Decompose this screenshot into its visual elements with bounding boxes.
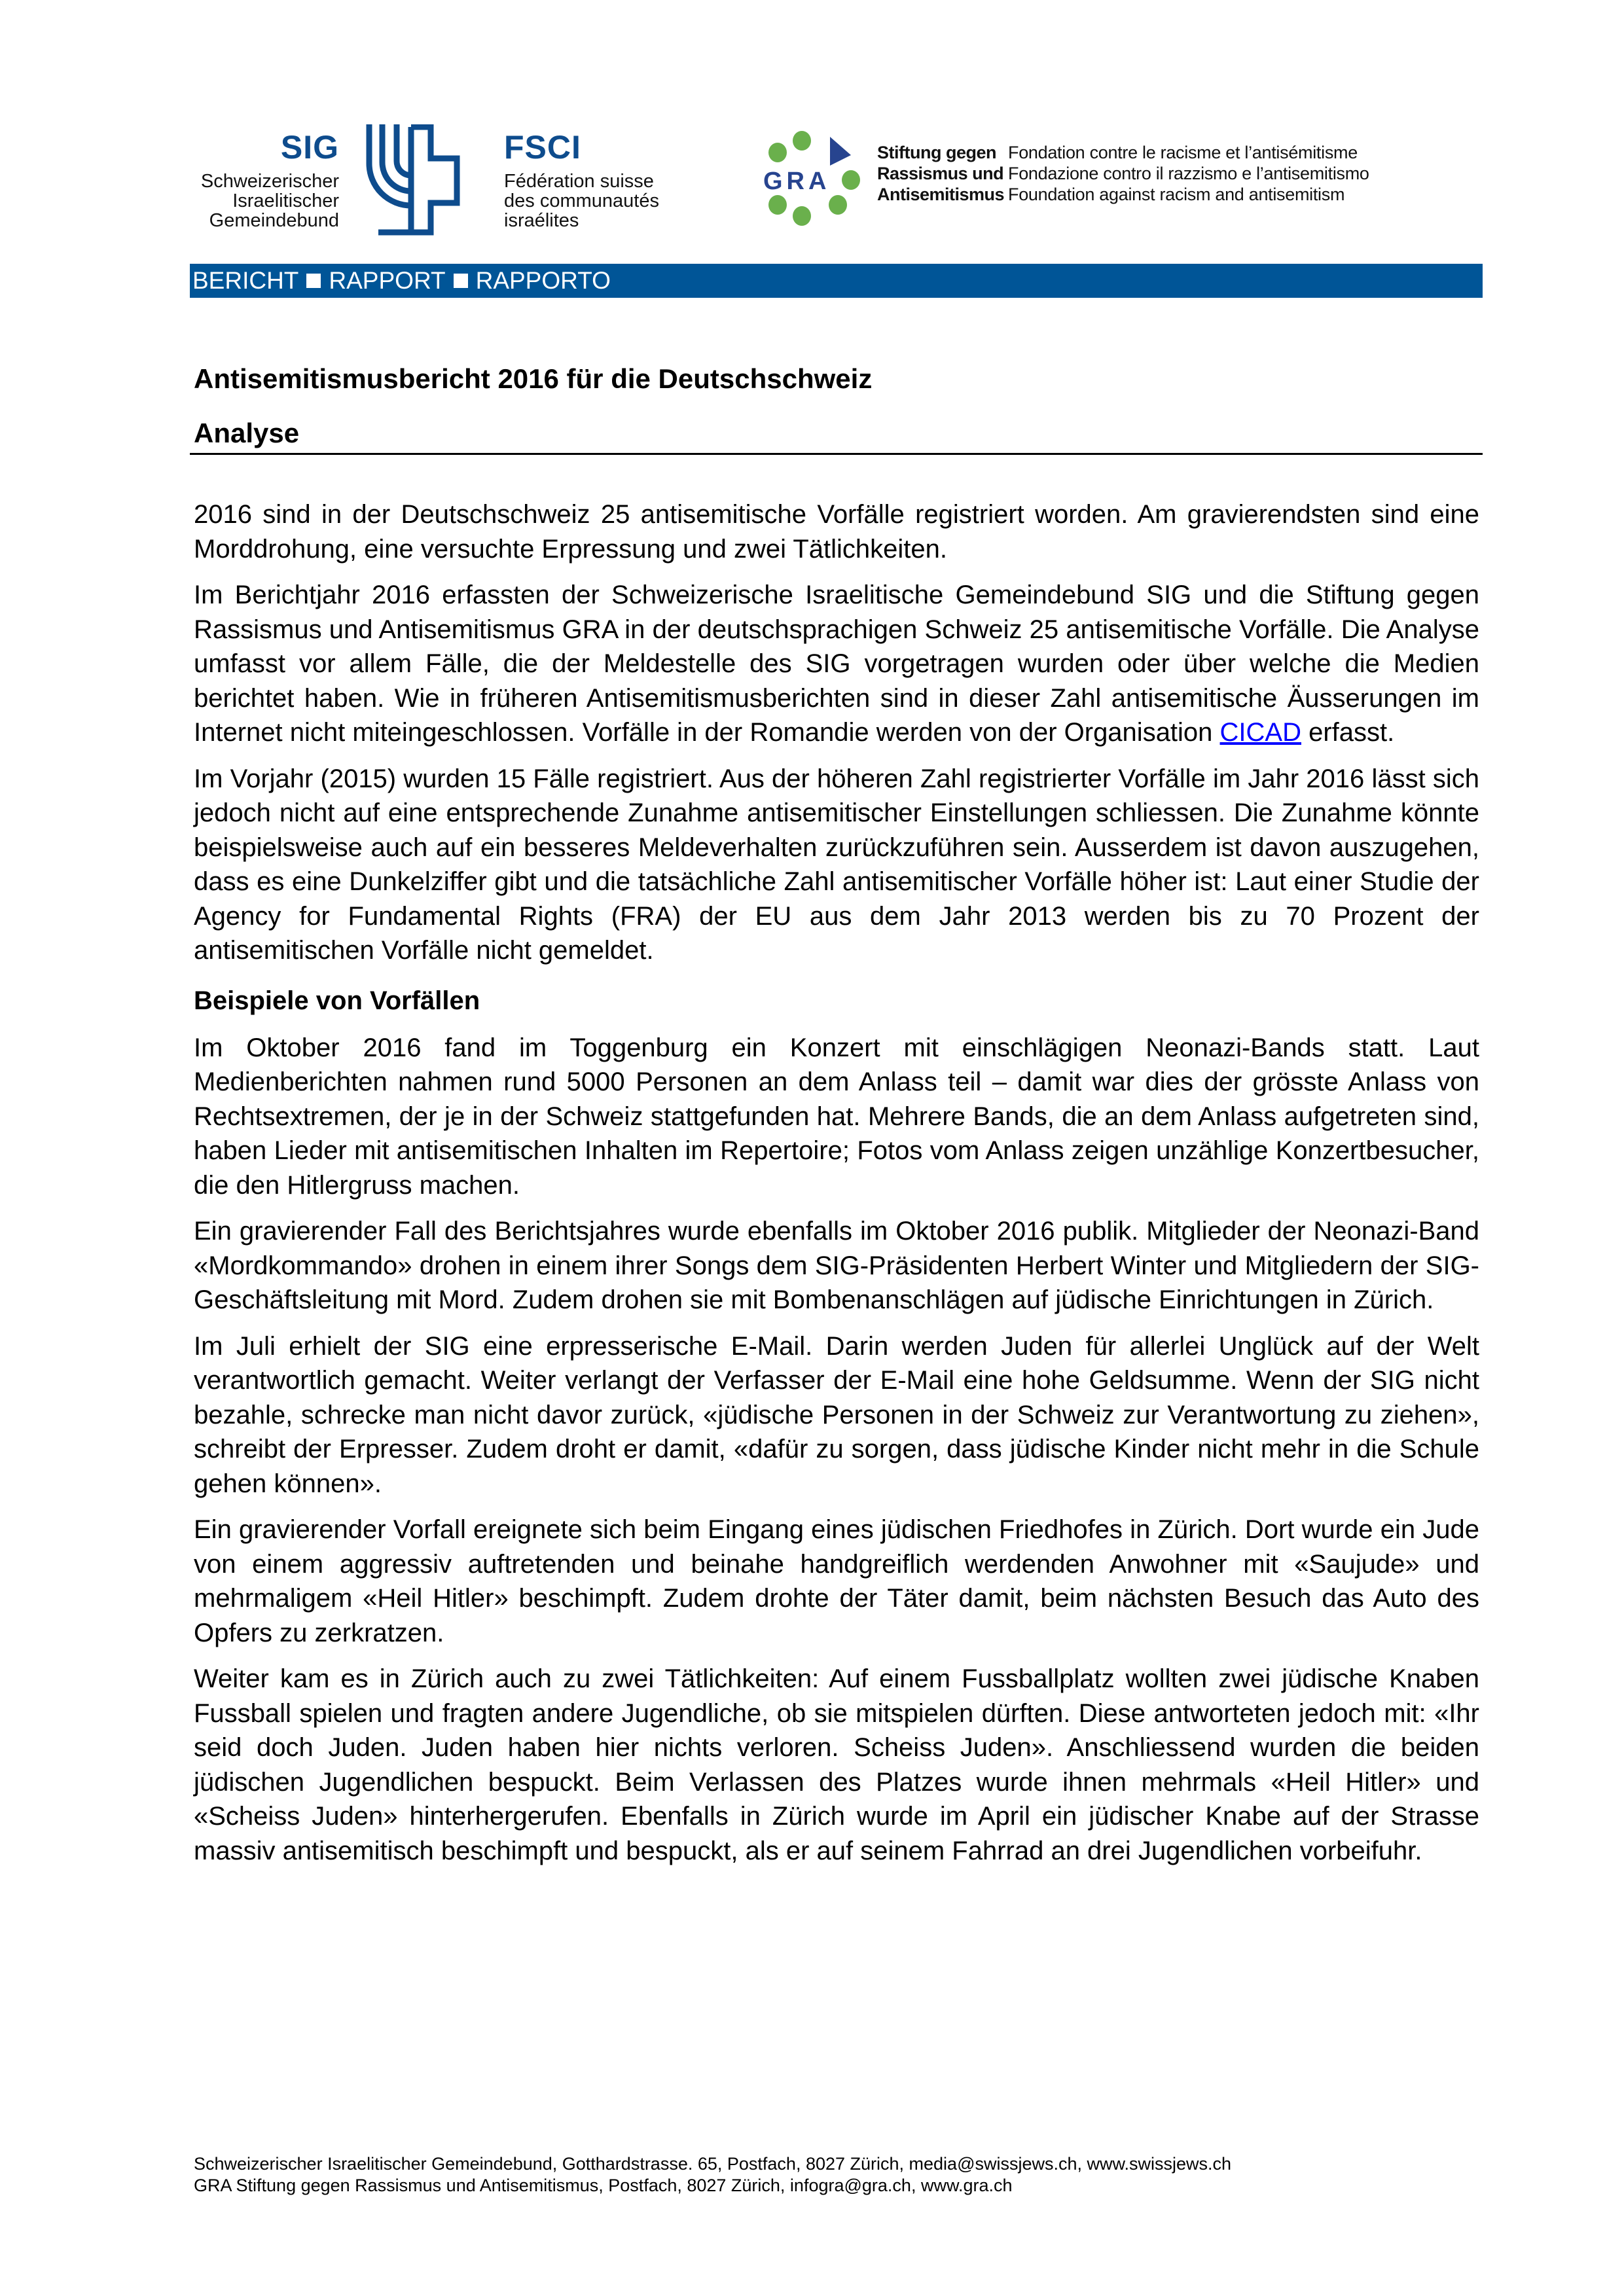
- fsci-full-name: [504, 171, 659, 230]
- sig-name-line: Israelitischer: [232, 190, 339, 211]
- sig-wordmark: [190, 124, 339, 242]
- comparison-paragraph: Im Vorjahr (2015) wurden 15 Fälle registriert. Aus der höheren Zahl registrierter Vorfälle im Jahr 2016 lässt sich jedoch nicht auf eine entsprechende Zunahme antisemitischer Einstellungen schliessen. Die Zunahme könnte beispielsweise auch auf ein besseres Meldeverhalten zurückzuführen sein. Ausserdem ist davon auszugehen, dass es eine Dunkelziffer gibt und die tatsächliche Zahl antisemitischer Vorfälle höher ist: Laut einer Studie der Agency for Fundamental Rights (FRA) der EU aus dem Jahr 2013 werden bis zu 70 Prozent der antisemitischen Vorfälle nicht gemeldet.: [194, 764, 1479, 965]
- example-paragraph: Im Juli erhielt der SIG eine erpresserische E-Mail. Darin werden Juden für allerlei Unglück auf der Welt verantwortlich gemacht. Weiter verlangt der Verfasser der E-Mail eine hohe Geldsumme. Wenn der SIG nicht bezahle, schrecke man nicht davor zurück, «jüdische Personen in der Schweiz zur Verantwortung zu ziehen», schreibt der Erpresser. Zudem droht er damit, «dafür zu sorgen, dass jüdische Kinder nicht mehr in die Schule gehen können».: [194, 1331, 1479, 1498]
- document-title: Antisemitismusbericht 2016 für die Deutschschweiz: [194, 363, 873, 394]
- gra-translations: [1008, 142, 1369, 205]
- sig-name-line: Gemeindebund: [209, 210, 339, 231]
- sig-fsci-logo: [190, 124, 687, 242]
- example-paragraph: Weiter kam es in Zürich auch zu zwei Tätlichkeiten: Auf einem Fussballplatz wollten zwei jüdische Knaben Fussball spielen und fragten andere Jugendliche, ob sie mitspielen dürften. Diese antworteten jedoch mit: «Ihr seid doch Juden. Juden haben hier nichts verloren. Scheiss Juden». Anschliessend wurden die beiden jüdischen Jugendlichen bespuckt. Beim Verlassen des Platzes wurde ihnen mehrmals «Heil Hitler» und «Scheiss Juden» hinterhergerufen. Ebenfalls in Zürich wurde im April ein jüdischer Knabe auf der Strasse massiv antisemitisch beschimpft und bespuckt, als er auf seinem Fahrrad an drei Jugendlichen vorbeifuhr.: [194, 1664, 1479, 1865]
- sig-abbr: SIG: [280, 129, 339, 166]
- document-body: [194, 497, 1479, 1880]
- scope-text-end: erfasst.: [1301, 718, 1395, 747]
- section-heading-examples: Beispiele von Vorfällen: [194, 986, 480, 1015]
- gra-fr-line: Fondation contre le racisme et l’antisémitisme: [1008, 143, 1358, 162]
- footer-sig-address: Schweizerischer Israelitischer Gemeindebund, Gotthardstrasse. 65, Postfach, 8027 Zürich, media@swissjews.ch, www.swissjews.ch: [194, 2154, 1232, 2174]
- menorah-cross-icon: [359, 124, 490, 239]
- gra-german-name: [877, 142, 1004, 205]
- fsci-name-line: israélites: [504, 210, 579, 231]
- fsci-abbr: FSCI: [504, 129, 581, 166]
- square-bullet-icon: [306, 274, 321, 288]
- scope-paragraph: [194, 578, 1479, 750]
- banner-label-de: BERICHT: [192, 267, 299, 294]
- gra-en-line: Foundation against racism and antisemitism: [1008, 185, 1345, 204]
- example-paragraph: Ein gravierender Fall des Berichtsjahres wurde ebenfalls im Oktober 2016 publik. Mitglieder der Neonazi-Band «Mordkommando» drohen in einem ihrer Songs dem SIG-Präsidenten Herbert Winter und Mitgliedern der SIG-Geschäftsleitung mit Mord. Zudem drohen sie mit Bombenanschlägen auf jüdische Einrichtungen in Zürich.: [194, 1217, 1479, 1314]
- example-paragraph: Im Oktober 2016 fand im Toggenburg ein Konzert mit einschlägigen Neonazi-Bands statt. Laut Medienberichten nahmen rund 5000 Personen an dem Anlass teil – damit war dies der grösste Anlass von Rechtsextremen, der je in der Schweiz stattgefunden hat. Mehrere Bands, die an dem Anlass aufgetreten sind, haben Lieder mit antisemitischen Inhalten im Repertoire; Fotos vom Anlass zeigen unzählige Konzertbesucher, die den Hitlergruss machen.: [194, 1033, 1479, 1200]
- banner-label-fr: RAPPORT: [329, 267, 446, 294]
- example-paragraph: Ein gravierender Vorfall ereignete sich beim Eingang eines jüdischen Friedhofes in Zürich. Dort wurde ein Jude von einem aggressiv auftretenden und beinahe handgreiflich werdenden Anwohner mit «Saujude» und mehrmaligem «Heil Hitler» beschimpft. Zudem drohte der Täter damit, beim nächsten Besuch das Auto des Opfers zu zerkratzen.: [194, 1515, 1479, 1647]
- gra-it-line: Fondazione contro il razzismo e l’antisemitismo: [1008, 164, 1369, 183]
- gra-de-line: Antisemitismus: [877, 185, 1005, 204]
- title-divider: [190, 453, 1483, 455]
- footer-gra-address: GRA Stiftung gegen Rassismus und Antisemitismus, Postfach, 8027 Zürich, infogra@gra.ch, www.gra.ch: [194, 2176, 1013, 2195]
- gra-logo: [759, 128, 1414, 226]
- gra-de-line: Stiftung gegen: [877, 143, 996, 162]
- report-type-banner: [190, 264, 1483, 298]
- summary-paragraph: 2016 sind in der Deutschschweiz 25 antisemitische Vorfälle registriert worden. Am gravierendsten sind eine Morddrohung, eine versuchte Erpressung und zwei Tätlichkeiten.: [194, 500, 1479, 564]
- sig-name-line: Schweizerischer: [200, 171, 339, 192]
- gra-de-line: Rassismus und: [877, 164, 1004, 183]
- banner-label-it: RAPPORTO: [475, 267, 611, 294]
- page-footer: [194, 2153, 1231, 2197]
- gra-dots-emblem-icon: [759, 128, 864, 226]
- cicad-link[interactable]: CICAD: [1219, 718, 1301, 747]
- document-subtitle: Analyse: [194, 418, 300, 448]
- fsci-name-line: des communautés: [504, 190, 659, 211]
- sig-full-name: [201, 171, 339, 230]
- scope-text: Im Berichtjahr 2016 erfassten der Schweizerische Israelitische Gemeindebund SIG und die Stiftung gegen Rassismus und Antisemitismus GRA in der deutschsprachigen Schweiz 25 antisemitische Vorfälle. Die Analyse umfasst vor allem Fälle, die der Meldestelle des SIG vorgetragen wurden oder über welche die Medien berichtet haben. Wie in früheren Antisemitismusberichten sind in dieser Zahl antisemitische Äusserungen im Internet nicht miteingeschlossen. Vorfälle in der Romandie werden von der Organisation: [194, 581, 1479, 747]
- gra-abbr: GRA: [763, 168, 831, 195]
- square-bullet-icon: [454, 274, 468, 288]
- fsci-name-line: Fédération suisse: [504, 171, 654, 192]
